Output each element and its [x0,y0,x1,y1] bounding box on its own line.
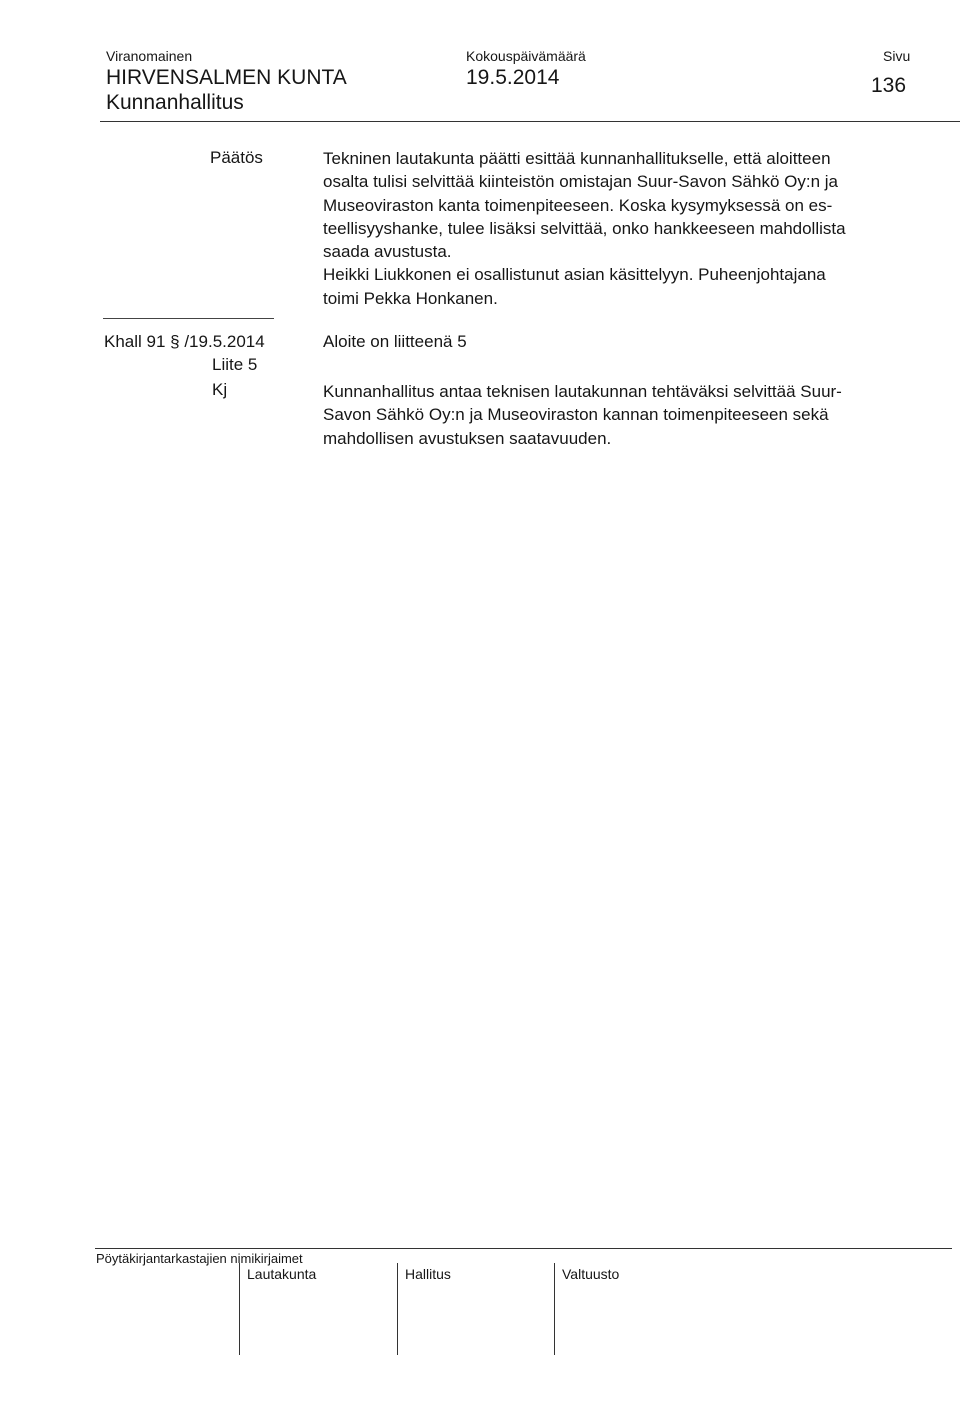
signature-label: Hallitus [405,1266,451,1282]
organization-name: HIRVENSALMEN KUNTA [106,66,347,89]
preparer-label: Kj [212,380,228,399]
signature-box-lautakunta [239,1263,317,1355]
footer-divider [95,1248,952,1249]
decision-line: Heikki Liukkonen ei osallistunut asian käsittelyyn. Puheenjohtajana [323,265,826,285]
decision-line: saada avustusta. [323,242,452,262]
meeting-date-label: Kokouspäivämäärä [466,48,586,64]
footer-title: Pöytäkirjantarkastajien nimikirjaimet [96,1251,303,1266]
section-reference: Khall 91 § /19.5.2014 [104,332,265,351]
signature-label: Valtuusto [562,1266,620,1282]
resolution-line: mahdollisen avustuksen saatavuuden. [323,428,612,448]
page-label: Sivu [883,48,911,64]
page-number: 136 [871,74,907,97]
resolution-line: Kunnanhallitus antaa teknisen lautakunnan tehtäväksi selvittää Suur- [323,382,842,401]
header-divider [100,121,960,122]
decision-line: Tekninen lautakunta päätti esittää kunnanhallitukselle, että aloitteen [323,149,831,168]
resolution-paragraph [323,380,948,450]
decision-paragraph [323,147,948,310]
resolution-line: Savon Sähkö Oy:n ja Museoviraston kannan toimenpiteeseen sekä [323,405,829,425]
decision-line: teellisyyshanke, tulee lisäksi selvittää, onko hankkeeseen mahdollista [323,218,846,238]
decision-line: Museoviraston kanta toimenpiteeseen. Koska kysymyksessä on es- [323,195,833,215]
decision-line: osalta tulisi selvittää kiinteistön omistajan Suur-Savon Sähkö Oy:n ja [323,172,838,192]
signature-box-hallitus [397,1263,451,1355]
attachment-line: Aloite on liitteenä 5 [323,332,467,351]
authority-label: Viranomainen [106,48,193,64]
decision-line: toimi Pekka Honkanen. [323,288,498,308]
attachment-label: Liite 5 [212,355,258,374]
governing-body-name: Kunnanhallitus [106,91,244,114]
attachment-note [323,330,948,353]
decision-label: Päätös [210,148,263,167]
section-divider [103,318,274,319]
meeting-date-value: 19.5.2014 [466,66,560,89]
signature-label: Lautakunta [247,1266,317,1282]
signature-box-valtuusto [554,1263,620,1355]
